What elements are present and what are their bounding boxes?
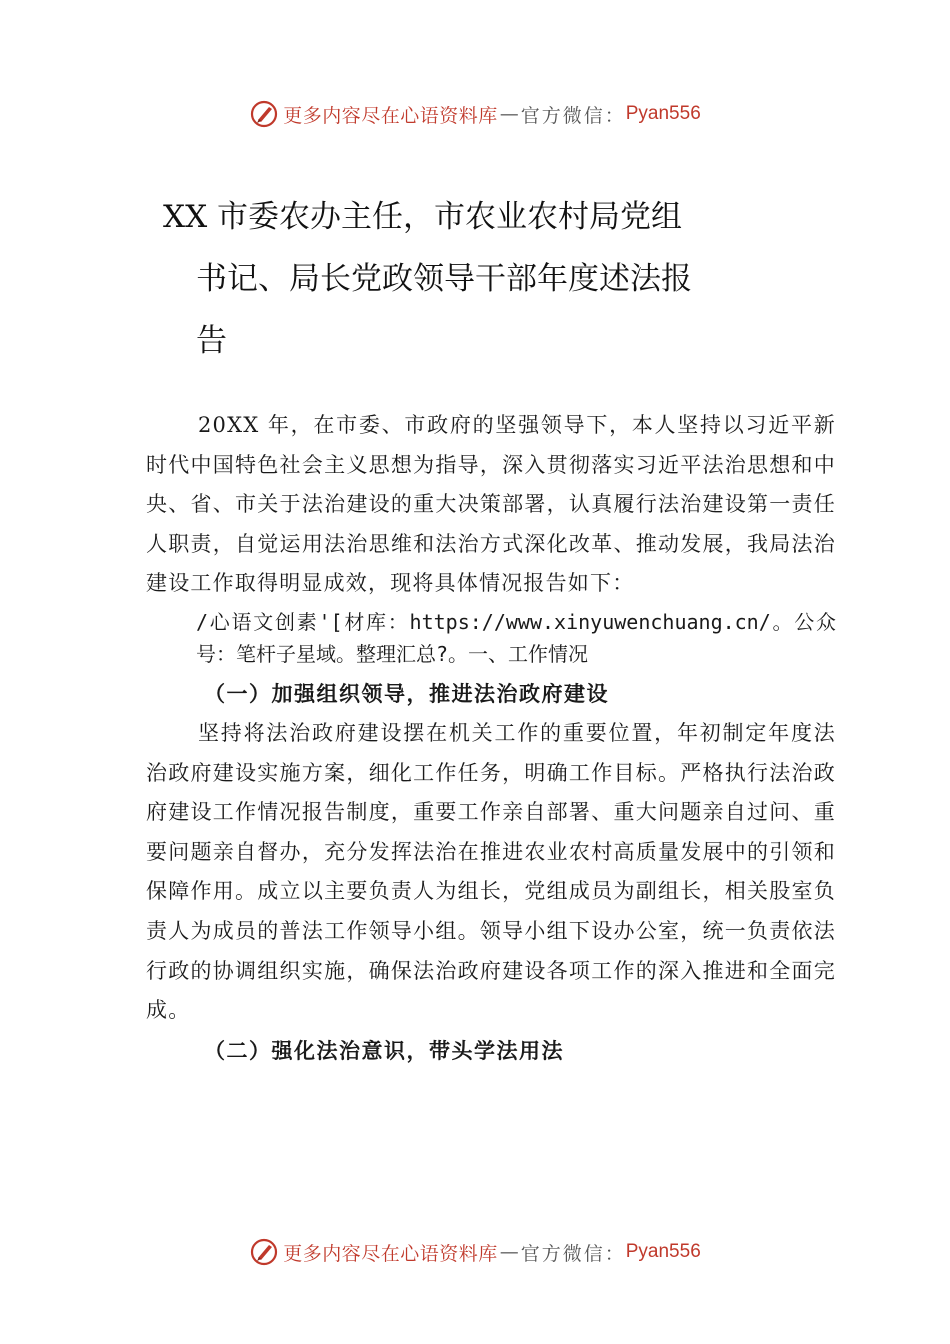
banner-brand-text: 更多内容尽在心语资料库 — [283, 104, 498, 127]
banner-brand-text: 更多内容尽在心语资料库 — [283, 1242, 498, 1265]
banner-wechat-id: Pyan556 — [625, 103, 701, 124]
banner-official-label: 官方微信： — [520, 1242, 626, 1265]
title-line-3: 告 — [196, 323, 227, 359]
banner-official-label: 官方微信： — [520, 104, 626, 127]
document-title — [163, 186, 803, 372]
section-2-heading: （二）强化法治意识，带头学法用法 — [204, 1037, 564, 1063]
title-line-2: 书记、局长党政领导干部年度述法报 — [196, 261, 692, 297]
section-1-paragraph: 坚持将法治政府建设摆在机关工作的重要位置，年初制定年度法治政府建设实施方案，细化工作任务，明确工作目标。严格执行法治政府建设工作情况报告制度，重要工作亲自部署、重大问题亲自过问、重要问题亲自督办，充分发挥法治在推进农业农村高质量发展中的引领和保障作用。成立以主要负责人为组长，党组成员为副组长，相关股室负责人为成员的普法工作领导小组。领导小组下设办公室，统一负责依法行政的协调组织实施，确保法治政府建设各项工作的深入推进和全面完成。 — [146, 720, 836, 1023]
pen-seal-logo-icon — [249, 1237, 279, 1267]
banner-dash: — — [499, 1241, 519, 1263]
banner-wechat-id: Pyan556 — [625, 1241, 701, 1262]
source-note-paragraph: /心语文创素'[材库：https://www.xinyuwenchuang.cn/。公众号：笔杆子星域。整理汇总?。一、工作情况 — [196, 609, 836, 666]
title-line-1: XX 市委农办主任，市农业农村局党组 — [163, 199, 682, 235]
banner-dash: — — [499, 103, 519, 125]
document-body — [146, 406, 836, 1071]
header-watermark-banner — [0, 96, 950, 132]
section-1-heading: （一）加强组织领导，推进法治政府建设 — [204, 680, 609, 706]
pen-seal-logo-icon — [249, 99, 279, 129]
footer-watermark-banner — [0, 1234, 950, 1270]
intro-paragraph: 20XX 年，在市委、市政府的坚强领导下，本人坚持以习近平新时代中国特色社会主义思想为指导，深入贯彻落实习近平法治思想和中央、省、市关于法治建设的重大决策部署，认真履行法治建设第一责任人职责，自觉运用法治思维和法治方式深化改革、推动发展，我局法治建设工作取得明显成效，现将具体情况报告如下： — [146, 413, 836, 596]
